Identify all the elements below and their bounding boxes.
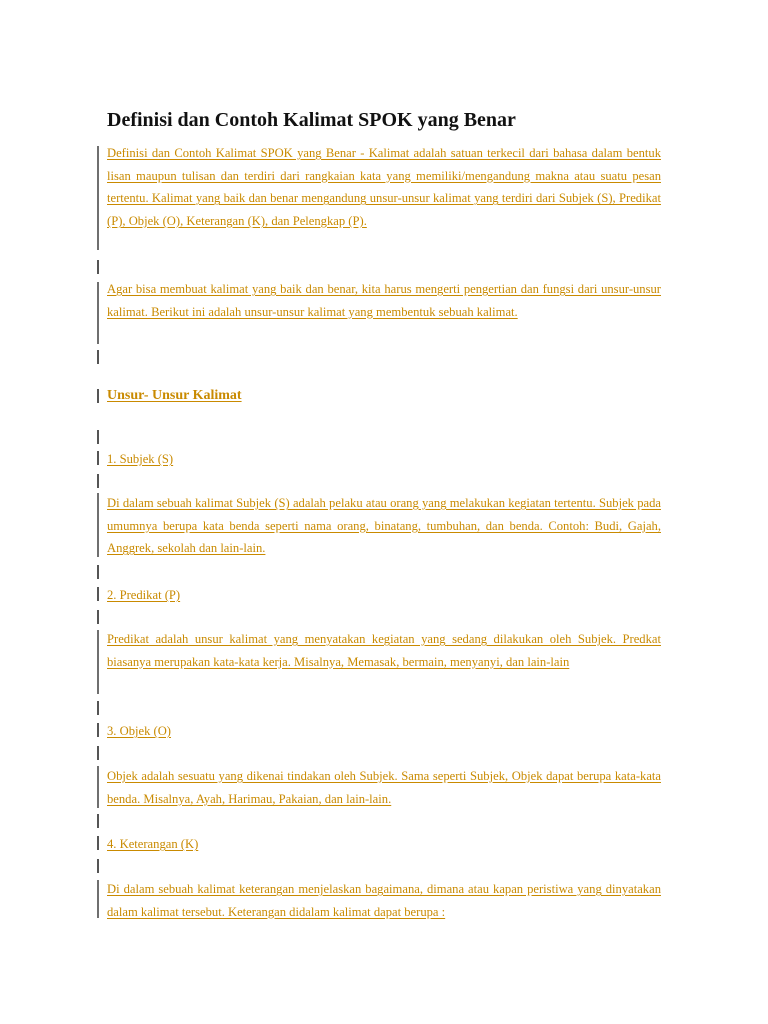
cursor-marker [97, 451, 99, 465]
cursor-marker [97, 474, 99, 488]
list-item-text[interactable]: Objek adalah sesuatu yang dikenai tindakan oleh Subjek. Sama seperti Subjek, Objek dapat berupa kata-kata benda. Misalnya, Ayah, Harimau, Pakaian, dan lain-lain. [107, 769, 661, 806]
list-item-text[interactable]: Predikat adalah unsur kalimat yang menyatakan kegiatan yang sedang dilakukan oleh Subjek. Predkat biasanya merupakan kata-kata kerja. Misalnya, Memasak, bermain, menyanyi, dan lain-lain [107, 632, 661, 669]
quote-bar [97, 146, 99, 250]
list-item-text[interactable]: Di dalam sebuah kalimat Subjek (S) adalah pelaku atau orang yang melakukan kegiatan tertentu. Subjek pada umumnya berupa kata benda seperti nama orang, binatang, tumbuhan, dan benda. Contoh: Budi, Gajah, Anggrek, sekolah dan lain-lain. [107, 496, 661, 556]
list-item-text[interactable]: Di dalam sebuah kalimat keterangan menjelaskan bagaimana, dimana atau kapan peristiwa yang dinyatakan dalam kalimat tersebut. Keterangan didalam kalimat dapat berupa : [107, 882, 661, 919]
cursor-marker [97, 389, 99, 403]
quote-bar [97, 493, 99, 557]
cursor-marker [97, 701, 99, 715]
list-item-label[interactable]: 2. Predikat (P) [107, 588, 181, 602]
intro-paragraph[interactable]: Definisi dan Contoh Kalimat SPOK yang Benar - Kalimat adalah satuan terkecil dari bahasa dalam bentuk lisan maupun tulisan dan terdiri dari rangkaian kata yang memiliki/mengandung makna atau suatu pesan tertentu. Kalimat yang baik dan benar mengandung unsur-unsur kalimat yang terdiri dari Subjek (S), Predikat (P), Objek (O), Keterangan (K), dan Pelengkap (P). [107, 146, 661, 228]
cursor-marker [97, 587, 99, 601]
cursor-marker [97, 565, 99, 579]
cursor-marker [97, 814, 99, 828]
cursor-marker [97, 430, 99, 444]
cursor-marker [97, 350, 99, 364]
section-heading[interactable]: Unsur- Unsur Kalimat [107, 388, 242, 403]
quote-bar [97, 766, 99, 808]
cursor-marker [97, 723, 99, 737]
cursor-marker [97, 260, 99, 274]
quote-bar [97, 282, 99, 344]
quote-bar [97, 630, 99, 694]
cursor-marker [97, 610, 99, 624]
cursor-marker [97, 859, 99, 873]
list-item-label[interactable]: 4. Keterangan (K) [107, 837, 199, 851]
list-item-label[interactable]: 3. Objek (O) [107, 724, 172, 738]
list-item-label[interactable]: 1. Subjek (S) [107, 452, 174, 466]
cursor-marker [97, 746, 99, 760]
page-title: Definisi dan Contoh Kalimat SPOK yang Benar [107, 109, 516, 131]
cursor-marker [97, 836, 99, 850]
body-paragraph[interactable]: Agar bisa membuat kalimat yang baik dan benar, kita harus mengerti pengertian dan fungsi dari unsur-unsur kalimat. Berikut ini adalah unsur-unsur kalimat yang membentuk sebuah kalimat. [107, 282, 661, 319]
quote-bar [97, 880, 99, 918]
